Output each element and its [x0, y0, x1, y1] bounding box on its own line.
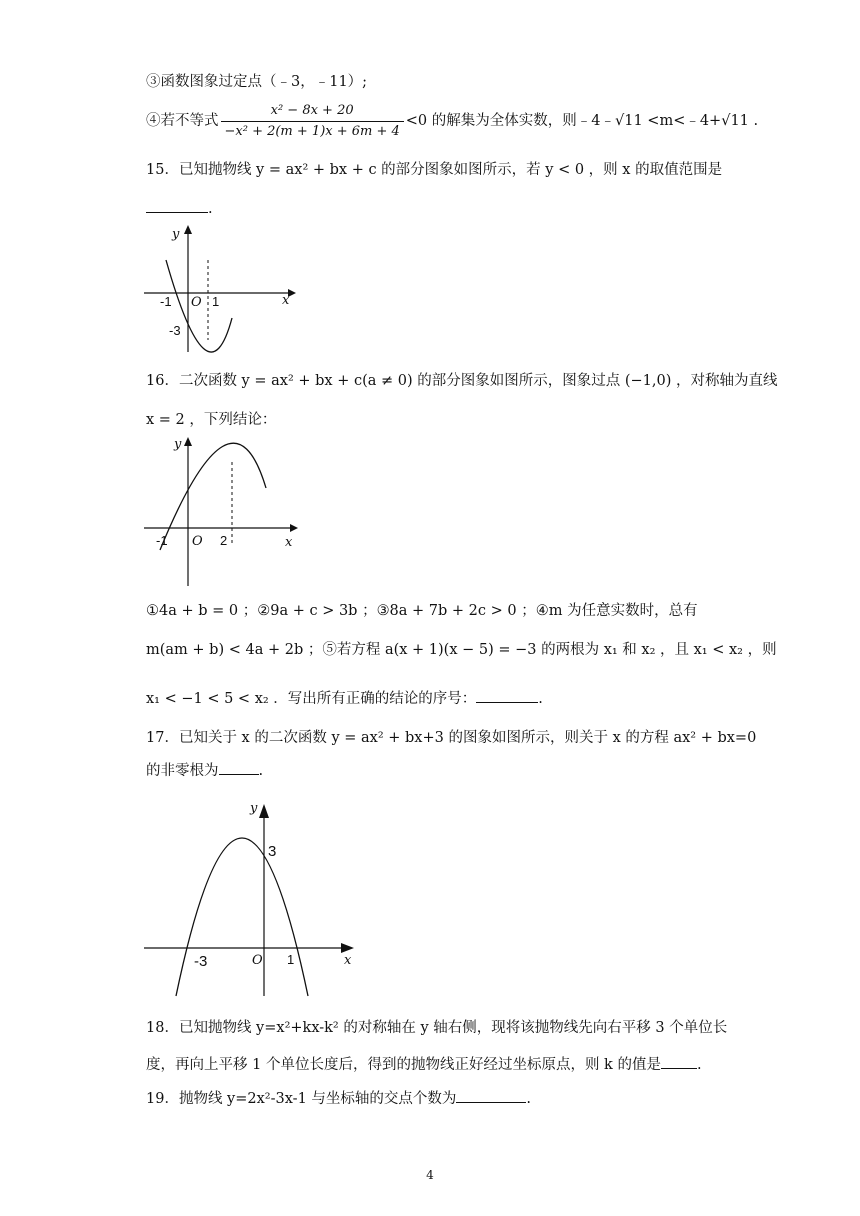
answer-blank [146, 198, 208, 213]
question-16-line-2: x = 2 ，下列结论： [146, 412, 277, 428]
question-19-prompt: 19．抛物线 y=2x²-3x-1 与坐标轴的交点个数为 [146, 1091, 457, 1107]
figure-17-parabola [140, 798, 365, 1000]
fraction-denominator: −x² + 2(m + 1)x + 6m + 4 [224, 123, 400, 139]
y-axis-arrow [259, 804, 269, 818]
question-16-prompt: x₁ < −1 < 5 < x₂ ．写出所有正确的结论的序号： [146, 691, 477, 707]
parabola-curve [176, 838, 308, 996]
question-19-line-1 [146, 1088, 531, 1109]
parabola-curve [160, 443, 266, 550]
question-16-line-3: ①4a + b = 0 ；②9a + c > 3b ；③8a + 7b + 2c > 0 ；④m 为任意实数时，总有 [146, 603, 698, 619]
question-18-line-2 [146, 1054, 702, 1075]
answer-blank [476, 688, 538, 703]
figure-16-parabola [140, 432, 305, 590]
page-number: 4 [426, 1168, 434, 1182]
x-axis-arrow [290, 524, 298, 532]
answer-blank [219, 760, 259, 775]
question-16-line-4: m(am + b) < 4a + 2b ；⑤若方程 a(x + 1)(x − 5) = −3 的两根为 x₁ 和 x₂ ，且 x₁ < x₂ ，则 [146, 642, 777, 658]
y-label: y [174, 437, 182, 452]
label-neg1: -1 [160, 294, 172, 309]
question-16-end: . [538, 691, 543, 707]
label-2: 2 [220, 533, 228, 548]
figure-15-parabola [140, 222, 300, 357]
label-neg3: -3 [169, 323, 181, 338]
item-4-fraction [221, 102, 404, 141]
answer-blank [456, 1088, 526, 1103]
question-16-line-1: 16．二次函数 y = ax² + bx + c(a ≠ 0) 的部分图象如图所示，图象过点 (−1,0) ，对称轴为直线 [146, 373, 778, 389]
question-18-line-1: 18．已知抛物线 y=x²+kx-k² 的对称轴在 y 轴右侧，现将该抛物线先向右平移 3 个单位长 [146, 1020, 728, 1036]
question-18-end: . [696, 1057, 702, 1073]
item-4-suffix: <0 的解集为全体实数，则﹣4﹣√11 <m<﹣4+√11 . [405, 113, 759, 129]
y-axis-arrow [184, 225, 192, 234]
item-3: ③函数图象过定点（﹣3，﹣11）; [146, 74, 368, 90]
label-1: 1 [212, 294, 220, 309]
x-label: x [344, 953, 352, 968]
question-16-line-5 [146, 688, 543, 709]
item-4 [146, 98, 758, 144]
label-origin: O [192, 534, 203, 549]
x-axis-arrow [341, 943, 354, 953]
y-label: y [172, 227, 180, 242]
question-15-end: . [208, 201, 213, 217]
x-label: x [285, 535, 293, 550]
label-neg1: -1 [156, 533, 168, 548]
question-15-text: 15．已知抛物线 y = ax² + bx + c 的部分图象如图所示，若 y < 0 ，则 x 的取值范围是 [146, 162, 723, 178]
y-label: y [250, 801, 258, 816]
question-17-end: . [258, 763, 264, 779]
fraction-numerator: x² − 8x + 20 [221, 102, 404, 122]
x-label: x [282, 293, 290, 308]
label-3: 3 [268, 843, 277, 860]
label-origin: O [191, 295, 202, 310]
label-origin: O [252, 953, 263, 968]
question-17-line-2 [146, 760, 263, 781]
label-neg3: -3 [194, 953, 208, 970]
question-17-line-1: 17．已知关于 x 的二次函数 y = ax² + bx+3 的图象如图所示，则关于 x 的方程 ax² + bx=0 [146, 730, 757, 746]
answer-blank [661, 1054, 697, 1069]
item-4-prefix: ④若不等式 [146, 113, 219, 129]
question-19-end: . [526, 1091, 532, 1107]
label-1: 1 [287, 952, 295, 967]
y-axis-arrow [184, 437, 192, 446]
question-15-answer-line [146, 198, 213, 219]
question-18-prompt: 度，再向上平移 1 个单位长度后，得到的抛物线正好经过坐标原点，则 k 的值是 [146, 1057, 661, 1073]
question-17-prompt: 的非零根为 [146, 763, 219, 779]
